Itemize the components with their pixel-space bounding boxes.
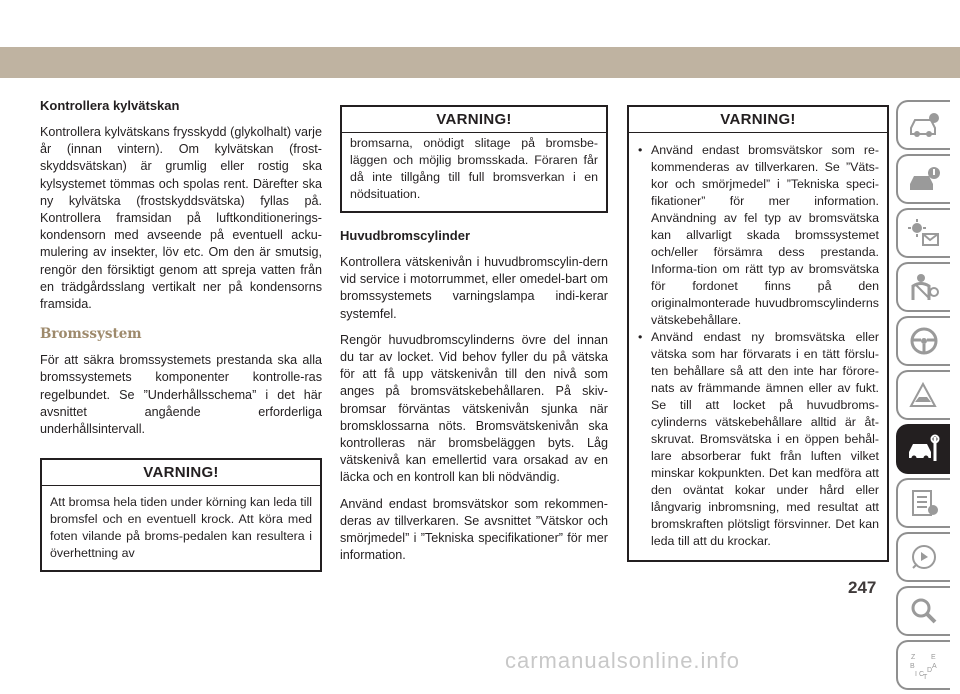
column-middle (340, 105, 608, 573)
warning-bullet-list (637, 142, 879, 550)
chapter-tabs (896, 100, 960, 694)
warning-box-continued (340, 105, 608, 133)
search-icon (907, 596, 941, 626)
warning-continued-body (340, 133, 608, 213)
tab-search[interactable] (896, 586, 950, 636)
index-letter: T (923, 674, 928, 680)
tab-steering-wheel[interactable] (896, 316, 950, 366)
warning-text: bromsarna, onödigt slitage på bromsbe-läggen och möjlig bromsskada. Föraren får då inte tillgång till full bromsverkan i en nödsituation. (350, 136, 598, 201)
heading-master-cylinder: Huvudbromscylinder (340, 228, 471, 243)
tab-roadside[interactable] (896, 370, 950, 420)
watermark: carmanualsonline.info (505, 648, 741, 673)
warning-box-brake-riding (40, 458, 322, 572)
paragraph-master-cylinder-1: Kontrollera vätskenivån i huvudbromscylin-dern vid service i motorrummet, eller omedel-bart om bromssystemets varningslampa indi-kerar systemfel. (340, 255, 608, 321)
bullet-mark: • (638, 143, 643, 157)
page-number: 247 (848, 578, 877, 597)
multimedia-icon (907, 542, 941, 572)
paragraph-brake-system: För att säkra bromssystemets prestanda ska alla bromssystemets komponenter kontrolle-ras regelbundet. Se ”Underhållsschema” i det här avsnittet angående erforderliga underhållsintervall. (40, 353, 322, 437)
tab-car-info[interactable] (896, 100, 950, 150)
index-letter: B (910, 663, 915, 670)
paragraph-coolant: Kontrollera kylvätskans frysskydd (glykolhalt) varje år (innan vintern). Om kylvätskan (frost-skyddsvätskan) är grumlig eller rostig ska kylsystemet tömmas och spolas rent. Därefter ska ny kylvätska (frostskyddsvätska) fyllas på. Kontrollera framsidan på luftkonditionerings-kondensorn med avseende på eventuell acku-mulering av insekter, löv etc. Om den är smutsig, rengör den försiktigt genom att spreja vatten från en trädgårdsslang vertikalt ner på kondensorns framsida. (40, 125, 322, 312)
index-letter: Z (911, 654, 916, 661)
language-index-icon (907, 650, 941, 680)
heading-coolant-check: Kontrollera kylvätskan (40, 98, 180, 113)
column-left (40, 97, 322, 584)
warning-title: VARNING! (629, 107, 887, 133)
warning-title: VARNING! (342, 107, 606, 133)
list-item (637, 329, 879, 550)
car-info-icon (907, 110, 941, 140)
car-alert-icon (907, 164, 941, 194)
car-wrench-icon (907, 434, 941, 464)
header-stripe (0, 47, 960, 78)
paragraph-master-cylinder-3: Använd endast bromsvätskor som rekommen-deras av tillverkaren. Se avsnittet ”Vätskor och smörjmedel” i ”Tekniska specifikationer” för mer information. (340, 496, 608, 563)
tab-maintenance[interactable] (896, 424, 950, 474)
bullet-text: Använd endast ny bromsvätska eller vätska som har förvarats i en tätt förslu-ten behållare så att den inte har förore-nats av främmande ämnen eller av fukt. Se till att locket på huvudbroms-cylinderns vätskebehållare alltid är åt-skruvat. Bromsvätska i en öppen behål-lare absorberar fukt från luften vilket minskar kokpunkten. Det kan medföra att den oväntat kokar under hård eller långvarig inbromsning, med resultat att bromskraften plötsligt försvinner. Det kan leda till att du krockar. (651, 330, 879, 548)
column-right (627, 105, 889, 574)
index-letter: C (919, 671, 925, 678)
tab-index[interactable] (896, 640, 950, 690)
index-letter: A (932, 663, 937, 670)
roadside-warning-icon (907, 380, 941, 410)
index-letter: I (915, 671, 917, 678)
header-band (0, 0, 960, 78)
tab-specifications[interactable] (896, 478, 950, 528)
index-letter: D (927, 667, 933, 674)
tab-warning-lights[interactable] (896, 208, 950, 258)
paragraph-master-cylinder-2: Rengör huvudbromscylinderns övre del innan du tar av locket. Vid behov fyller du på vätska för att få upp vätskenivån till den nivå som anges på bromsvätskebehållaren. På skiv-bromsar förväntas vätskenivån sjunka när bromsklossarna nöts. Bromsvätskenivån ska kontrolleras när bromsbeläggen byts. Låg vätskenivå kan emellertid vara orsakad av en läcka och en kontroll kan bli nödvändig. (340, 332, 608, 485)
tab-seatbelt[interactable] (896, 262, 950, 312)
steering-wheel-icon (907, 326, 941, 356)
tab-multimedia[interactable] (896, 532, 950, 582)
warning-text: Att bromsa hela tiden under körning kan leda till bromsfel och en eventuell krock. Att köra med foten vilande på broms-pedalen kan resultera i överhettning av (50, 495, 312, 561)
index-letter: E (931, 654, 936, 661)
warning-body (42, 486, 320, 570)
warning-lights-icon (907, 218, 941, 248)
warning-title: VARNING! (42, 460, 320, 486)
tab-car-alert[interactable] (896, 154, 950, 204)
seatbelt-icon (907, 272, 941, 302)
section-title-brake-system: Bromssystem (40, 326, 142, 343)
list-item (637, 142, 879, 329)
warning-body (629, 133, 887, 560)
warning-box-brake-fluid (627, 105, 889, 562)
bullet-text: Använd endast bromsvätskor som re-kommenderas av tillverkaren. Se ”Väts-kor och smörjmedel” i ”Tekniska speci-fikationer” för mer information. Användning av fel typ av bromsvätska kan allvarligt skada bromssystemet och/eller försämra dess prestanda. Informa-tion om rätt typ av bromsvätska för fordonet finns på den originalmonterade huvudbromscylinderns vätskebehållare. (651, 143, 879, 327)
bullet-mark: • (638, 330, 643, 344)
specifications-icon (907, 488, 941, 518)
